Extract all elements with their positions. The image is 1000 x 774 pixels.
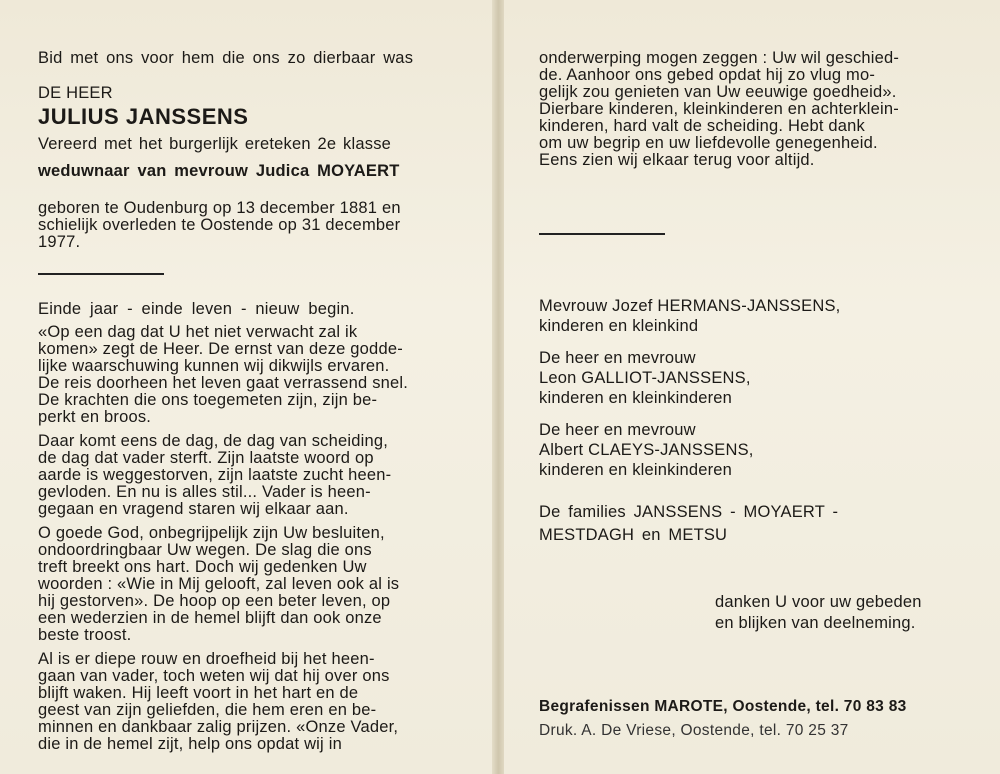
family-entry [539,350,970,407]
text-line: danken U voor uw gebeden [715,593,922,611]
text-line: geest van zijn geliefden, die hem eren en be- [38,701,377,719]
intro-line: Bid met ons voor hem die ons zo dierbaar was [38,49,414,67]
text-line: een wederzien in de hemel blijft dan ook onze [38,609,382,627]
text-line: ondoordringbaar Uw wegen. De slag die ons [38,541,372,559]
text-line: Eens zien wij elkaar terug voor altijd. [539,151,815,169]
paragraph [38,525,466,644]
text-line: komen» zegt de Heer. De ernst van deze godde- [38,340,403,358]
text-line: woorden : «Wie in Mij gelooft, zal leven ook al is [38,575,400,593]
text-line: gaan van vader, toch weten wij dat hij over ons [38,667,390,685]
text-line: O goede God, onbegrijpelijk zijn Uw besluiten, [38,524,385,542]
text-line: kinderen en kleinkinderen [539,461,733,479]
text-line: De heer en mevrouw [539,349,696,367]
text-line: lijke waarschuwing kunnen wij dikwijls ervaren. [38,357,390,375]
family-entry [539,504,970,544]
text-line: Dierbare kinderen, kleinkinderen en achterklein- [539,100,899,118]
widow-line: weduwnaar van mevrouw Judica MOYAERT [38,162,400,180]
birth-line: geboren te Oudenburg op 13 december 1881 en [38,199,401,217]
text-line: beste troost. [38,626,132,644]
left-page [0,0,496,774]
text-line: Mevrouw Jozef HERMANS-JANSSENS, [539,297,841,315]
text-line: Leon GALLIOT-JANSSENS, [539,369,751,387]
right-page [504,0,1000,774]
title-line: DE HEER [38,84,113,102]
paragraph [38,651,466,753]
text-line: De families JANSSENS - MOYAERT - [539,503,839,521]
text-line: gegaan en vragend staren wij elkaar aan. [38,500,349,518]
birth-death-block [38,200,466,251]
paragraph [38,324,466,426]
text-line: om uw begrip en uw liefdevolle genegenheid. [539,134,878,152]
text-line: «Op een dag dat U het niet verwacht zal ik [38,323,358,341]
undertaker-line: Begrafenissen MAROTE, Oostende, tel. 70 83 83 [539,698,907,715]
text-line: blijft waken. Hij leeft voort in het hart en de [38,684,359,702]
text-line: De reis doorheen het leven gaat verrassend snel. [38,374,409,392]
text-line: aarde is weggestorven, zijn laatste zucht heen- [38,466,392,484]
text-line: onderwerping mogen zeggen : Uw wil geschied- [539,49,900,67]
text-line: kinderen en kleinkinderen [539,389,733,407]
text-line: gelijk zou genieten van Uw eeuwige goedheid». [539,83,897,101]
family-entry [539,422,970,479]
text-line: kinderen en kleinkind [539,317,699,335]
paragraph [38,433,466,518]
text-line: hij gestorven». De hoop op een beter leven, op [38,592,391,610]
printer-line: Druk. A. De Vriese, Oostende, tel. 70 25 37 [539,722,849,739]
text-line: de. Aanhoor ons gebed opdat hij zo vlug mo- [539,66,876,84]
birth-line: 1977. [38,233,81,251]
motto-line: Einde jaar - einde leven - nieuw begin. [38,300,355,318]
text-line: De krachten die ons toegemeten zijn, zijn be- [38,391,378,409]
family-entry [539,298,970,335]
deceased-name: JULIUS JANSSENS [38,104,249,129]
text-line: De heer en mevrouw [539,421,696,439]
text-line: Daar komt eens de dag, de dag van scheiding, [38,432,389,450]
text-line: kinderen, hard valt de scheiding. Hebt dank [539,117,865,135]
text-line: minnen en dankbaar zalig prijzen. «Onze Vader, [38,718,399,736]
birth-line: schielijk overleden te Oostende op 31 december [38,216,401,234]
text-line: die in de hemel zijt, help ons opdat wij in [38,735,342,753]
text-line: Al is er diepe rouw en droefheid bij het heen- [38,650,375,668]
honor-line: Vereerd met het burgerlijk ereteken 2e klasse [38,135,392,153]
prayer-continuation [539,50,970,169]
text-line: Albert CLAEYS-JANSSENS, [539,441,754,459]
text-line: de dag dat vader sterft. Zijn laatste woord op [38,449,374,467]
text-line: MESTDAGH en METSU [539,526,728,544]
thanks-block [539,594,970,632]
text-line: perkt en broos. [38,408,152,426]
text-line: treft breekt ons hart. Doch wij gedenken Uw [38,558,367,576]
text-line: en blijken van deelneming. [715,614,916,632]
text-line: gevloden. En nu is alles stil... Vader is heen- [38,483,371,501]
